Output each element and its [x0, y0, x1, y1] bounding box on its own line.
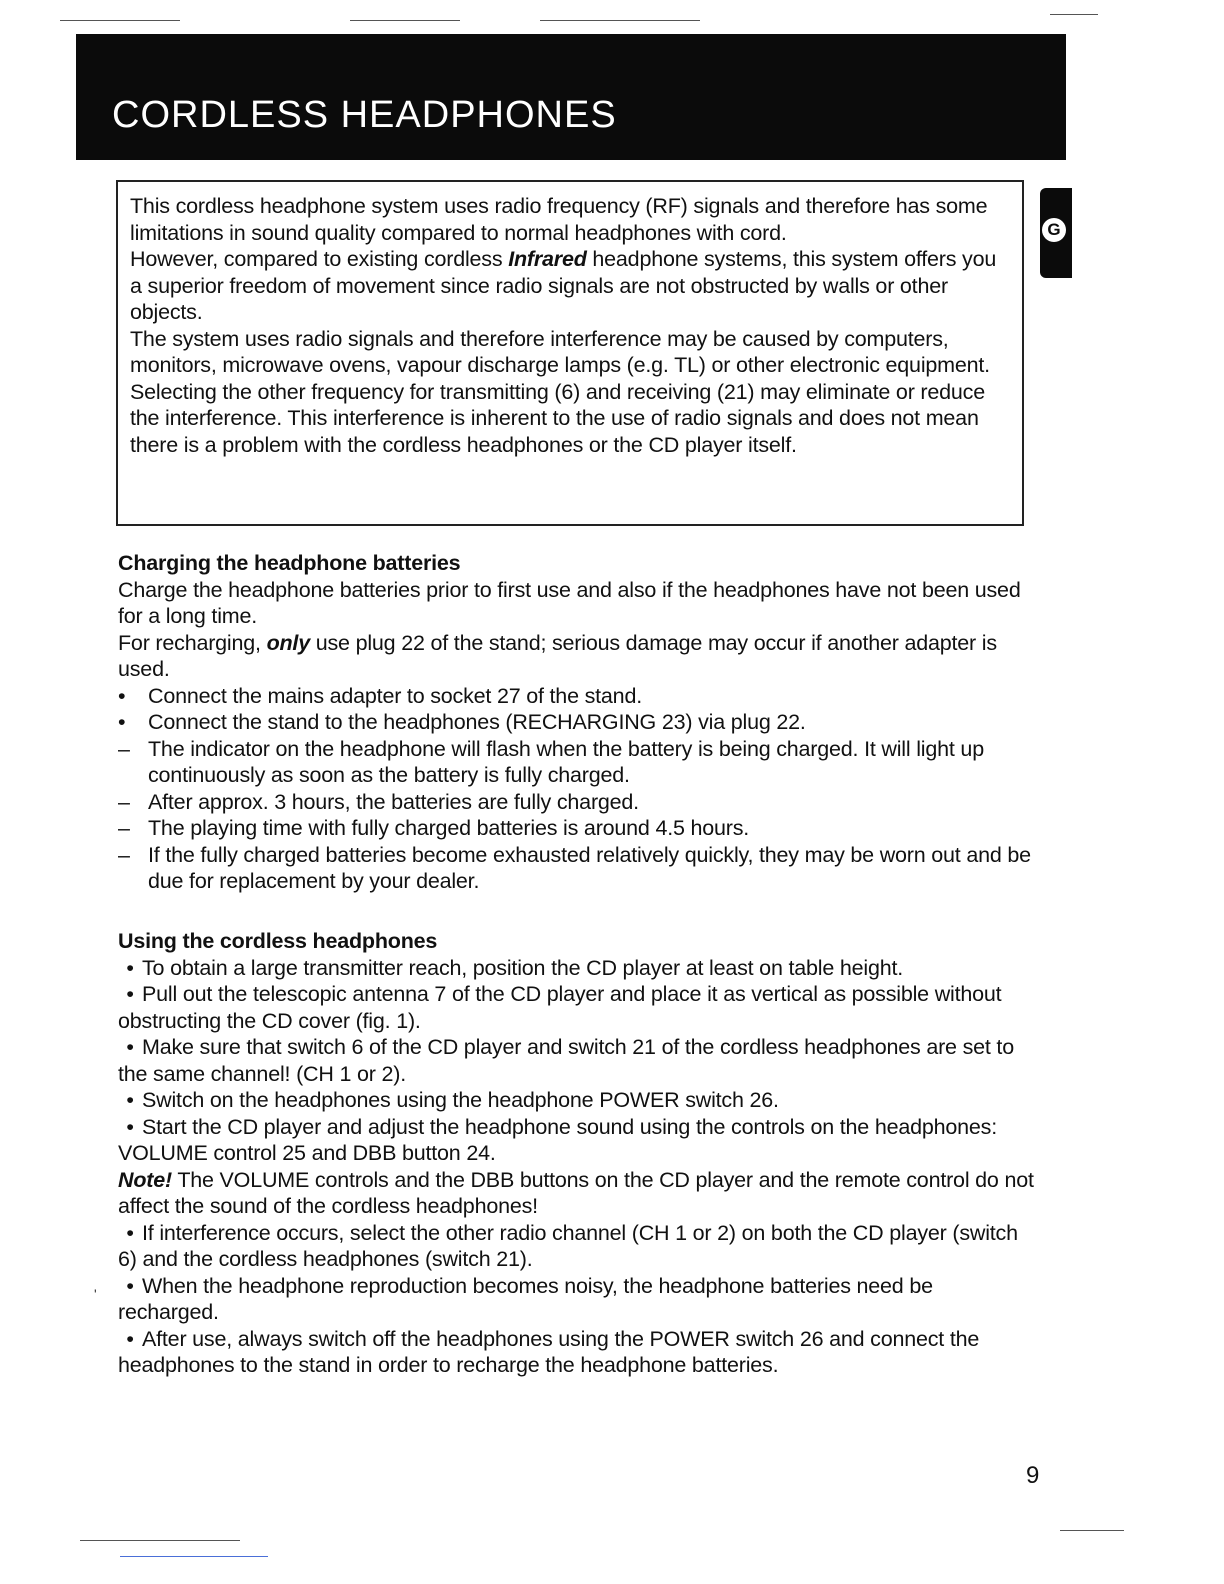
list-item — [118, 789, 1038, 816]
list-item — [118, 1087, 1038, 1114]
bullet-marker: • — [118, 683, 126, 708]
bullet-marker: • — [126, 982, 134, 1006]
list-item-text: The indicator on the headphone will flash when the battery is being charged. It will light up continuously as soon as the battery is fully charged. — [148, 736, 984, 787]
notice-paragraph-1: This cordless headphone system uses radio frequency (RF) signals and therefore has some limitations in sound quality compared to normal headphones with cord. — [130, 194, 988, 245]
stray-mark: ' — [94, 1286, 97, 1302]
list-item-text: Start the CD player and adjust the headphone sound using the controls on the headphones: VOLUME control 25 and DBB button 24. — [118, 1114, 997, 1165]
charging-section — [118, 550, 1038, 895]
bullet-marker: • — [126, 1326, 134, 1351]
bullet-marker: • — [126, 955, 134, 980]
list-item — [118, 736, 1038, 789]
note-text: The VOLUME controls and the DBB buttons on the CD player and the remote control do not affect the sound of the cordless headphones! — [118, 1167, 1034, 1218]
list-item-text: Connect the mains adapter to socket 27 of the stand. — [148, 683, 642, 708]
list-item — [118, 815, 1038, 842]
list-item-text: When the headphone reproduction becomes noisy, the headphone batteries need be recharged. — [118, 1273, 933, 1324]
dash-marker: – — [118, 789, 130, 814]
list-item — [118, 1273, 1038, 1326]
list-item — [118, 981, 1038, 1034]
scan-artifact-line — [60, 20, 180, 21]
scan-artifact-line — [120, 1556, 268, 1557]
section-heading-charging: Charging the headphone batteries — [118, 551, 461, 575]
notice-infrared-emphasis: Infrared — [508, 247, 587, 271]
notice-paragraph-2 — [130, 246, 1008, 326]
list-item-text: Pull out the telescopic antenna 7 of the CD player and place it as vertical as possible without obstructing the CD cover (fig. 1). — [118, 982, 1002, 1033]
scan-artifact-line — [350, 20, 460, 21]
bullet-marker: • — [118, 710, 126, 734]
list-item — [118, 1034, 1038, 1087]
list-item — [118, 1114, 1038, 1167]
recharge-text-end: use plug 22 of the stand; serious damage may occur if another adapter is used. — [118, 630, 997, 681]
list-item-text: The playing time with fully charged batteries is around 4.5 hours. — [148, 816, 750, 840]
list-item — [118, 709, 1038, 736]
bullet-marker: • — [126, 1220, 134, 1245]
title-bar — [76, 34, 1066, 160]
language-tab-letter: G — [1042, 218, 1066, 242]
dash-marker: – — [118, 816, 130, 840]
using-section — [118, 928, 1038, 1379]
list-item-text: To obtain a large transmitter reach, position the CD player at least on table height. — [142, 955, 904, 980]
recharge-text: For recharging, — [118, 630, 267, 655]
dash-marker: – — [118, 842, 130, 867]
scan-artifact-line — [540, 20, 700, 21]
list-item — [118, 683, 1038, 710]
bullet-marker: • — [126, 1035, 134, 1059]
notice-paragraph-3: The system uses radio signals and therefore interference may be caused by computers, monitors, microwave ovens, vapour discharge lamps (e.g. TL) or other electronic equipment. Selecting the other frequency for transmitting (6) and receiving (21) may eliminate or reduce the interference. This interference is inherent to the use of radio signals and does not mean there is a problem with the cordless headphones or the CD player itself. — [130, 326, 990, 457]
scan-artifact-line — [80, 1540, 240, 1541]
page-number: 9 — [1026, 1462, 1040, 1489]
list-item-text: After use, always switch off the headphones using the POWER switch 26 and connect the headphones to the stand in order to recharge the headphone batteries. — [118, 1326, 980, 1377]
dash-marker: – — [118, 736, 130, 761]
notice-p2-text: However, compared to existing cordless — [130, 247, 509, 271]
list-item-text: Connect the stand to the headphones (RECHARGING 23) via plug 22. — [148, 710, 806, 734]
list-item-text: Make sure that switch 6 of the CD player and switch 21 of the cordless headphones are set to the same channel! (CH 1 or 2). — [118, 1035, 1014, 1086]
charging-intro: Charge the headphone batteries prior to first use and also if the headphones have not been used for a long time. — [118, 577, 1021, 628]
list-item — [118, 955, 1038, 982]
scan-artifact-line — [1050, 14, 1098, 15]
bullet-marker: • — [126, 1114, 134, 1139]
page-title: CORDLESS HEADPHONES — [112, 94, 617, 136]
bullet-marker: • — [126, 1273, 134, 1298]
list-item-text: If interference occurs, select the other radio channel (CH 1 or 2) on both the CD player (switch 6) and the cordless headphones (switch 21). — [118, 1220, 1018, 1271]
scan-artifact-line — [1060, 1530, 1124, 1531]
note-paragraph — [118, 1167, 1038, 1220]
language-tab — [1040, 188, 1072, 278]
charging-recharge-note — [118, 630, 1038, 683]
list-item — [118, 1326, 1038, 1379]
notice-p2-text-end: headphone systems, this system offers you a superior freedom of movement since radio signals are not obstructed by walls or other objects. — [130, 247, 997, 324]
list-item-text: After approx. 3 hours, the batteries are fully charged. — [148, 789, 639, 814]
bullet-marker: • — [126, 1088, 134, 1112]
list-item — [118, 842, 1038, 895]
note-label: Note! — [118, 1167, 172, 1192]
section-heading-using: Using the cordless headphones — [118, 929, 438, 953]
rf-notice-box — [116, 180, 1024, 526]
only-emphasis: only — [266, 630, 310, 655]
list-item-text: If the fully charged batteries become exhausted relatively quickly, they may be worn out and be due for replacement by your dealer. — [148, 842, 1031, 893]
list-item-text: Switch on the headphones using the headphone POWER switch 26. — [142, 1088, 779, 1112]
list-item — [118, 1220, 1038, 1273]
